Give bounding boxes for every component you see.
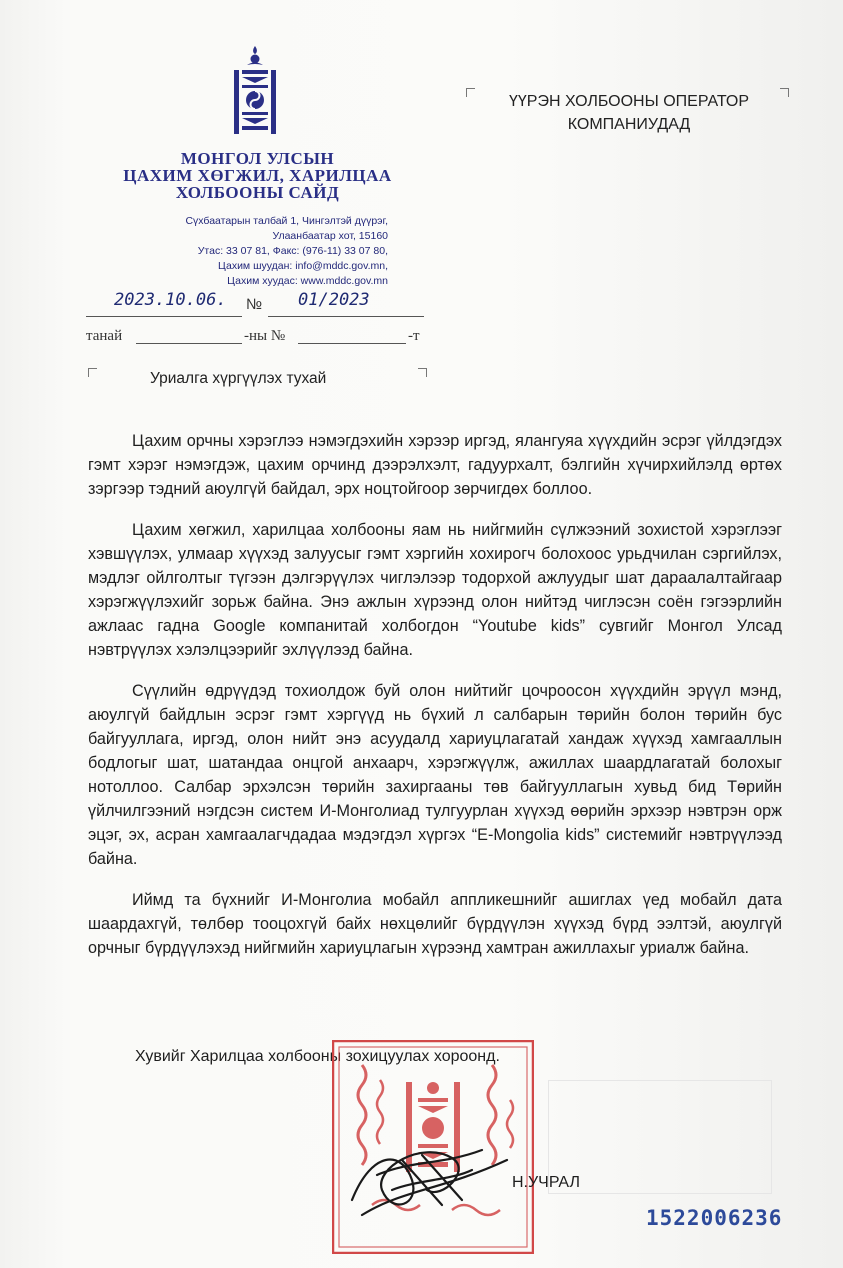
number-label: № [246,296,263,313]
letter-subject: Уриалга хүргүүлэх тухай [150,370,327,387]
ministry-address [120,214,388,289]
body-paragraph: Цахим хөгжил, харилцаа холбооны яам нь нийгмийн сүлжээний зохистой хэрэглээг хэвшүүлэх, улмаар хүүхэд залуусыг гэмт хэргийн хохирогч болохоос урьдчилан сэргийлэх, мэдлэг ойлголтыг түгээн дэлгэрүүлэх чиглэлээр тодорхой ажлуудыг шат дараалалтайгаар хэрэгжүүлэхийг зорьж байна. Энэ ажлын хүрээнд олон нийтэд чиглэсэн соён гэгээрлийн ажлаас гадна Google компанитай холбогдон “Youtube kids” сувгийг Монгол Улсад нэвтрүүлэх хэлэлцээрийг эхлүүлээд байна. [88,521,782,659]
address-line: Улаанбаатар хот, 15160 [272,230,388,242]
subject-corner-mark [88,368,97,377]
ref-number-underline [298,342,406,344]
letter-number: 01/2023 [298,290,370,310]
recipient-line: ҮҮРЭН ХОЛБООНЫ ОПЕРАТОР [508,93,750,110]
ref-mid: -ны № [244,328,286,344]
ref-date-underline [136,342,242,344]
recipient-corner-mark [466,88,475,97]
letter-body [88,429,782,977]
ministry-line: ХОЛБООНЫ САЙД [175,183,340,202]
ministry-name [100,150,415,201]
body-paragraph: Иймд та бүхнийг И-Монголиа мобайл аппликешнийг ашиглах үед мобайл дата шаардахгүй, төлбөр тооцохгүй байх нөхцөлийг бүрдүүлэн хүүхэд бүрд ээлтэй, аюулгүй орчныг бүрдүүлэхэд нийгмийн хариуцлагын хүрээнд хамтран ажиллахыг уриалж байна. [88,891,782,957]
recipient-corner-mark [780,88,789,97]
soyombo-emblem-icon [230,44,280,139]
registration-number: 1522006236 [646,1206,783,1230]
address-line: Цахим шуудан: info@mddc.gov.mn, [217,260,388,272]
address-line: Цахим хуудас: www.mddc.gov.mn [227,275,388,287]
recipient-block [486,90,772,136]
faded-stamp-imprint [548,1080,772,1194]
body-paragraph: Сүүлийн өдрүүдэд тохиолдож буй олон нийтийг цочроосон хүүхдийн эрүүл мэнд, аюулгүй байдлын эсрэг гэмт хэргүүд нь бүхий л салбарын төрийн болон төрийн бус байгууллага, иргэд, олон нийт энэ асуудалд хариуцлагатай хандаж хүүхэд хамгааллын бодлогыг шат, шатандаа онцгой анхаарч, хэрэгжүүлж, ажиллах шаардлагатай болохыг нотоллоо. Салбар эрхэлсэн төрийн захиргааны төв байгууллагын хувьд бид Төрийн үйлчилгээний нэгдсэн систем И-Монголиад тулгуурлан хүүхэд өөрийн эрхээр нэвтрэн орж эцэг, эх, асран хамгаалагчдадаа мэдэгдэл хүргэх “E-Mongolia kids” системийг нэвтрүүлээд байна. [88,682,782,868]
number-underline [268,315,424,317]
recipient-line: КОМПАНИУДАД [567,116,691,133]
ref-prefix: танай [86,328,123,344]
date-underline [86,315,242,317]
body-paragraph: Цахим орчны хэрэглээ нэмэгдэхийн хэрээр иргэд, ялангуяа хүүхдийн эсрэг үйлдэгдэх гэмт хэрэг нэмэгдэж, цахим орчинд дээрэлхэлт, гадуурхалт, бэлгийн хүчирхийлэлд өртөх зэргээр тэдний аюулгүй байдал, эрх ноцтойгоор зөрчигдөх боллоо. [88,432,782,498]
ministry-line: МОНГОЛ УЛСЫН [180,149,335,168]
ref-suffix: -т [408,328,420,344]
date-number-row [86,290,426,316]
letter-date: 2023.10.06. [114,290,227,310]
address-line: Утас: 33 07 81, Факс: (976-11) 33 07 80, [197,245,388,257]
signer-name: Н.УЧРАЛ [512,1174,580,1191]
ministry-line: ЦАХИМ ХӨГЖИЛ, ХАРИЛЦАА [123,166,392,185]
official-seal-stamp-icon [332,1040,534,1254]
subject-corner-mark [418,368,427,377]
handwritten-signature-icon [352,1150,507,1215]
address-line: Сүхбаатарын талбай 1, Чингэлтэй дүүрэг, [185,215,388,227]
copy-to-line: Хувийг Харилцаа холбооны зохицуулах хороонд. [135,1048,500,1065]
